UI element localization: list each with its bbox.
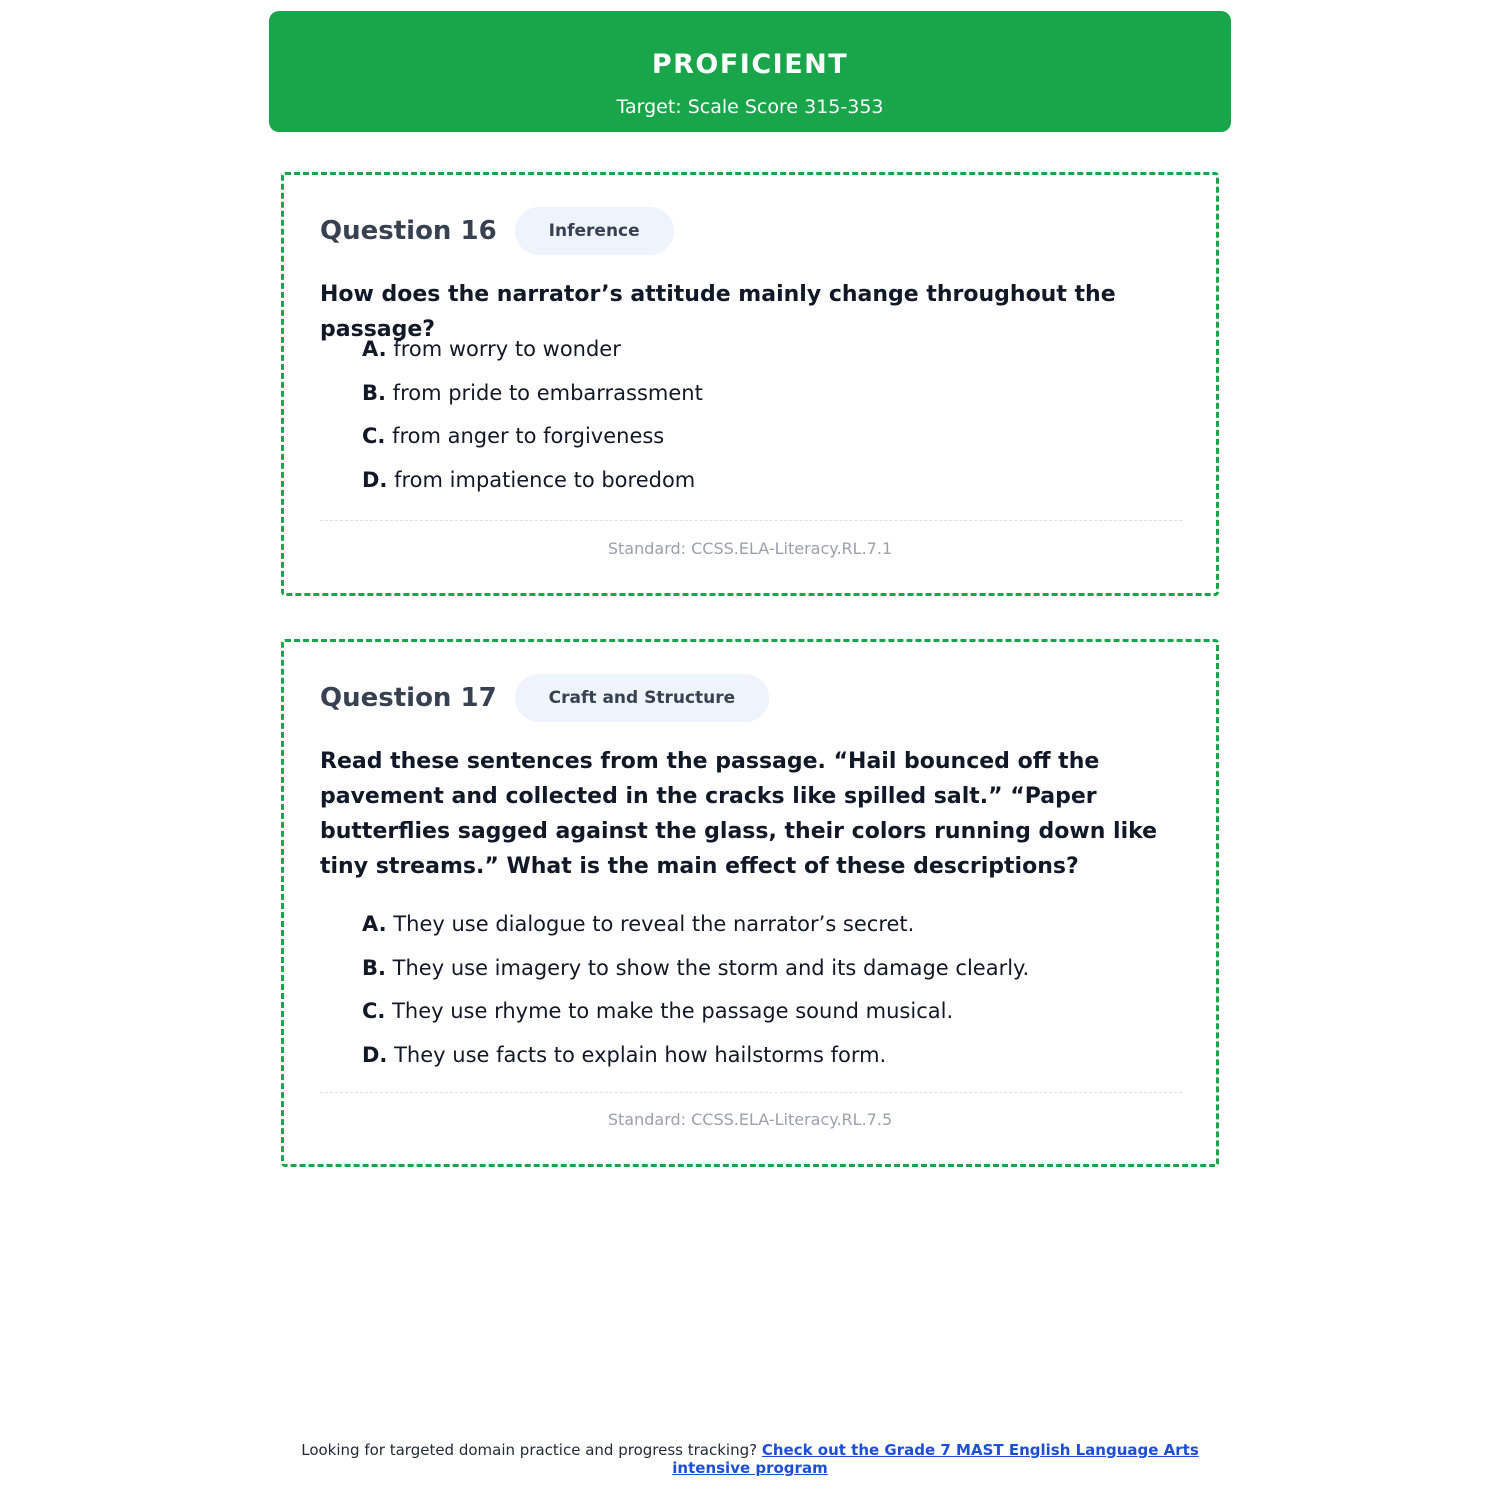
option-letter: D.: [362, 467, 388, 492]
option-text: They use facts to explain how hailstorms form.: [394, 1042, 887, 1067]
banner-title: PROFICIENT: [651, 49, 849, 80]
option-letter: A.: [362, 337, 387, 361]
question-card-16: [281, 172, 1219, 596]
question-category-tag: Inference: [515, 207, 674, 255]
option-letter: D.: [362, 1042, 388, 1067]
answer-option-b[interactable]: [362, 947, 1029, 991]
answer-option-c[interactable]: [362, 990, 1029, 1034]
question-category-tag: Craft and Structure: [515, 674, 770, 722]
option-text: They use imagery to show the storm and its damage clearly.: [392, 955, 1030, 980]
option-letter: B.: [362, 380, 386, 405]
answer-option-a[interactable]: [362, 328, 703, 372]
question-card-17: [281, 639, 1219, 1167]
question-header: [320, 207, 674, 255]
option-text: They use dialogue to reveal the narrator’s secret.: [393, 912, 915, 936]
standard-label: Standard: CCSS.ELA-Literacy.RL.7.1: [607, 539, 893, 558]
option-letter: B.: [362, 955, 386, 980]
program-link[interactable]: Check out the Grade 7 MAST English Language Arts intensive program: [672, 1441, 1199, 1477]
answer-options: [362, 328, 703, 502]
question-number: Question 17: [320, 683, 497, 713]
answer-option-a[interactable]: [362, 903, 1029, 947]
question-header: [320, 674, 769, 722]
answer-options: [362, 903, 1029, 1077]
option-letter: A.: [362, 912, 387, 936]
answer-option-d[interactable]: [362, 1034, 1029, 1078]
option-text: They use rhyme to make the passage sound musical.: [392, 999, 954, 1023]
answer-option-d[interactable]: [362, 459, 703, 503]
footer-promo: [270, 1441, 1230, 1477]
divider: [320, 1092, 1182, 1093]
answer-option-b[interactable]: [362, 372, 703, 416]
proficiency-banner: [269, 11, 1231, 132]
answer-option-c[interactable]: [362, 415, 703, 459]
footer-text: Looking for targeted domain practice and progress tracking?: [301, 1441, 758, 1459]
option-text: from anger to forgiveness: [392, 424, 665, 448]
divider: [320, 520, 1182, 521]
question-number: Question 16: [320, 216, 497, 246]
question-text: How does the narrator’s attitude mainly change throughout the passage?: [320, 282, 1116, 342]
question-text: Read these sentences from the passage. “Hail bounced off the pavement and collected in the cracks like spilled salt.” “Paper butterflies sagged against the glass, their colors running down like tiny streams.” What is the main effect of these descriptions?: [320, 749, 1158, 879]
option-letter: C.: [362, 424, 386, 448]
banner-subtitle: Target: Scale Score 315-353: [616, 96, 884, 118]
option-text: from impatience to boredom: [394, 467, 696, 492]
standard-label: Standard: CCSS.ELA-Literacy.RL.7.5: [607, 1110, 893, 1129]
option-text: from pride to embarrassment: [392, 380, 703, 405]
option-text: from worry to wonder: [393, 337, 621, 361]
option-letter: C.: [362, 999, 386, 1023]
